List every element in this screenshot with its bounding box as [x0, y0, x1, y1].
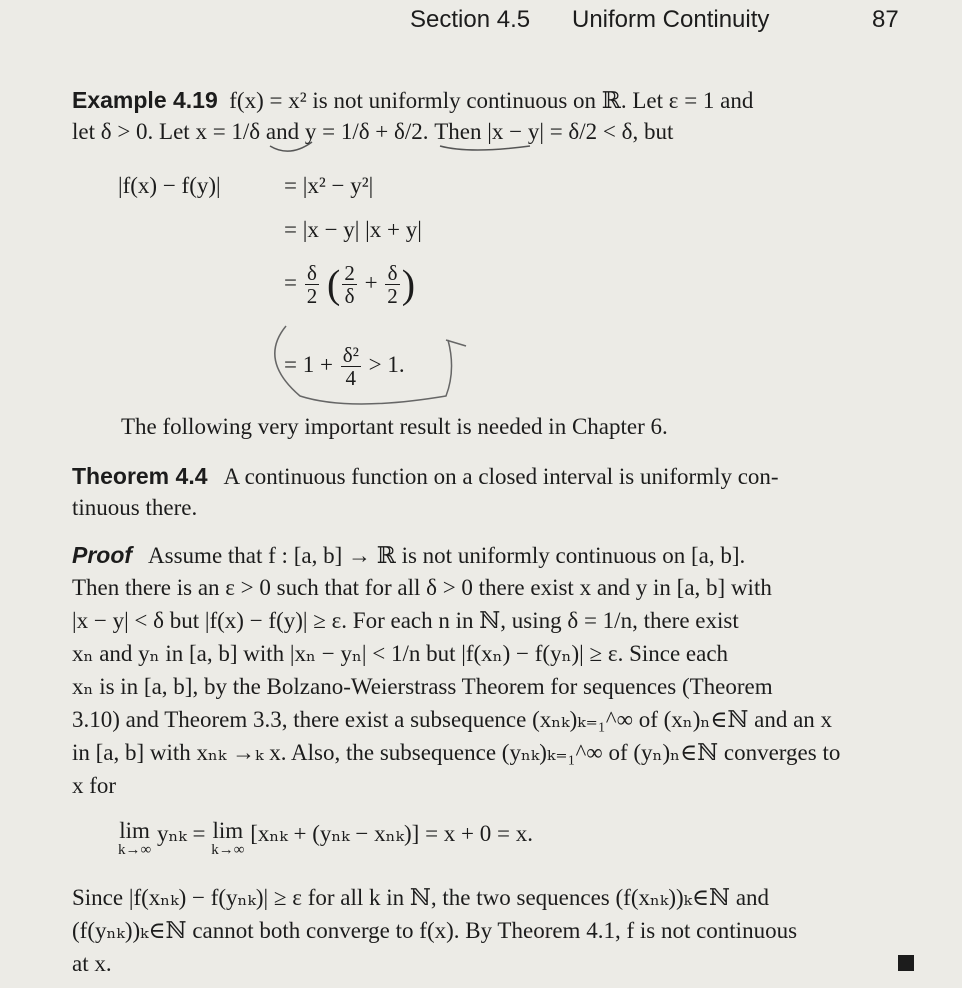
proof-line: in [a, b] with xₙₖ →ₖ x. Also, the subsequence (yₙₖ)ₖ₌₁^∞ of (yₙ)ₙ∈ℕ converges to: [72, 740, 841, 765]
example-first-line: [72, 86, 753, 115]
eq3-inner-fraction-2: $\frac{\delta}{2}$: [387, 261, 398, 308]
proof-line: xₙ and yₙ in [a, b] with |xₙ − yₙ| < 1/n but |f(xₙ) − f(yₙ)| ≥ ε. Since each: [72, 641, 729, 666]
eq4: = 1 + $\frac{\text{δ²}}{4}$ > 1.: [284, 343, 405, 390]
eq3-inner-fraction-1: $\frac{2}{\delta}$: [344, 261, 355, 308]
closing-line: Since |f(xₙₖ) − f(yₙₖ)| ≥ ε for all k in ℕ, the two sequences (f(xₙₖ))ₖ∈ℕ and: [72, 885, 770, 910]
eq3-fraction: $\frac{\delta}{2}$: [306, 261, 318, 308]
proof-line: x for: [72, 773, 117, 798]
section-title: Uniform Continuity: [572, 6, 770, 33]
limit-term-2: [xₙₖ + (yₙₖ − xₙₖ)] = x + 0 = x.: [250, 821, 533, 846]
limit-1: lim k→∞: [118, 818, 152, 858]
proof-line: Then there is an ε > 0 such that for all δ > 0 there exist x and y in [a, b] with: [72, 575, 772, 600]
proof-label: Proof: [72, 542, 133, 568]
page-number: 87: [872, 6, 899, 33]
theorem-label: Theorem 4.4: [72, 463, 208, 489]
proof-first-line: [72, 541, 745, 570]
example-text-1: f(x) = x² is not uniformly continuous on ℝ. Let ε = 1 and: [229, 88, 754, 113]
eq1-lhs: |f(x) − f(y)|: [118, 173, 221, 198]
theorem-text-2: tinuous there.: [72, 495, 198, 520]
eq2: = |x − y| |x + y|: [284, 217, 422, 242]
limit-term-1: yₙₖ =: [156, 821, 206, 846]
eq4-fraction: $\frac{\text{δ²}}{4}$: [342, 343, 359, 390]
proof-line: |x − y| < δ but |f(x) − f(y)| ≥ ε. For each n in ℕ, using δ = 1/n, there exist: [72, 608, 739, 633]
closing-line: (f(yₙₖ))ₖ∈ℕ cannot both converge to f(x). By Theorem 4.1, f is not continuous: [72, 918, 798, 943]
theorem-text-1: A continuous function on a closed interval is uniformly con-: [223, 464, 779, 489]
section-number: Section 4.5: [410, 6, 531, 33]
closing-line: at x.: [72, 951, 112, 976]
theorem-first-line: [72, 462, 779, 491]
proof-line: xₙ is in [a, b], by the Bolzano-Weierstrass Theorem for sequences (Theorem: [72, 674, 773, 699]
proof-line: Assume that f : [a, b] → ℝ is not uniformly continuous on [a, b].: [148, 543, 746, 568]
eq3: = $\frac{\delta}{2}$ ( $\frac{2}{\delta}$ + $\frac{\delta}{2}$ ): [284, 261, 416, 308]
proof-line: 3.10) and Theorem 3.3, there exist a subsequence (xₙₖ)ₖ₌₁^∞ of (xₙ)ₙ∈ℕ and an x: [72, 707, 833, 732]
limit-equation: [118, 820, 533, 858]
intro-text: The following very important result is needed in Chapter 6.: [121, 414, 668, 439]
eq1-rhs: = |x² − y²|: [284, 173, 374, 198]
qed-square-icon: [898, 955, 914, 971]
example-label: Example 4.19: [72, 87, 218, 113]
limit-2: lim k→∞: [211, 818, 245, 858]
example-text-2: let δ > 0. Let x = 1/δ and y = 1/δ + δ/2. Then |x − y| = δ/2 < δ, but: [72, 119, 674, 144]
eq3-equals: =: [284, 269, 297, 295]
